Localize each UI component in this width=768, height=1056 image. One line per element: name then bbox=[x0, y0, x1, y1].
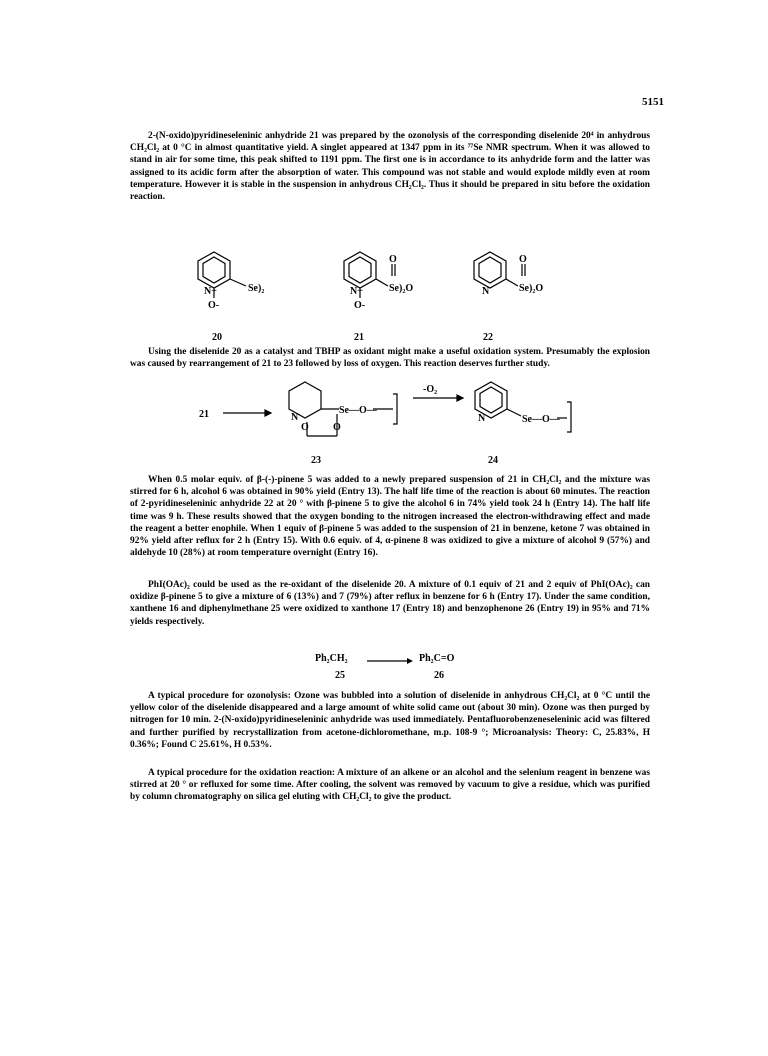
label-n-23: N bbox=[291, 412, 299, 423]
compound-label-25: 25 bbox=[335, 670, 345, 681]
label-n-plus-20: N+ bbox=[204, 286, 217, 297]
oxidation-equation bbox=[315, 653, 475, 685]
paragraph-ozonolysis-procedure: A typical procedure for ozonolysis: Ozone was bubbled into a solution of diselenide in anhydrous CH₂Cl₂ at 0 °C until the yellow color of the diselenide disappeared and a large amount of white solid came out (about 30 min). Ozone was then purged by nitrogen for 10 min. 2-(N-oxido)pyridineseleninic anhydride was used immediately. Pentafluorobenzeneseleninic acid was filtered and further purified by recrystallization from acetone-dichloromethane, m.p. 108-9 °; Microanalysis: Theory: C, 25.83%, H 0.36%; Found C 25.61%, H 0.53%. bbox=[130, 691, 650, 750]
compound-label-20: 20 bbox=[212, 332, 222, 343]
label-o2-23: O bbox=[333, 422, 341, 433]
label-n-plus-21: N+ bbox=[350, 286, 363, 297]
label-n-22: N bbox=[482, 286, 490, 297]
paragraph-pinene: When 0.5 molar equiv. of β-(-)-pinene 5 was added to a newly prepared suspension of 21 in CH₂Cl₂ and the mixture was stirred for 6 h, alcohol 6 was obtained in 90% yield (Entry 13). The half life time of the reaction is about 60 minutes. The reaction of 2-pyridineseleninic anhydride 22 at 20 ° with β-pinene 5 to give the alcohol 6 in 74% yield took 24 h (Entry 14). The half life time was 9 h. These results showed that the oxygen bonding to the nitrogen increased the electron-withdrawing effect and made the reagent a better enophile. When 1 equiv of β-pinene 5 was added to the suspension of 21 in benzene, ketone 7 was obtained in 92% yield after reflux for 2 h (Entry 15). With 0.6 equiv. of 4, α-pinene 8 was oxidized to give a mixture of alcohol 9 (57%) and aldehyde 10 (28%) at room temperature overnight (Entry 16). bbox=[130, 475, 650, 559]
label-o1-23: O bbox=[301, 422, 309, 433]
label-o-22: O bbox=[519, 254, 527, 265]
reactant-21-label: 21 bbox=[199, 409, 209, 420]
label-se-o-24: Se—O— bbox=[522, 414, 560, 425]
compound-label-26: 26 bbox=[434, 670, 444, 681]
equation-reactant: Ph₂CH₂ bbox=[315, 653, 348, 664]
rearrangement-figure bbox=[195, 380, 575, 452]
compound-label-23: 23 bbox=[311, 455, 321, 466]
label-se-22: Se)₂O bbox=[519, 283, 544, 294]
rearrangement-scheme bbox=[195, 380, 575, 452]
label-o-minus-21: O- bbox=[354, 300, 366, 311]
label-o-21: O bbox=[389, 254, 397, 265]
compound-label-21: 21 bbox=[354, 332, 364, 343]
label-n-24: N bbox=[478, 413, 486, 424]
compound-label-22: 22 bbox=[483, 332, 493, 343]
structures-20-21-22 bbox=[190, 250, 590, 325]
paragraph-catalyst: Using the diselenide 20 as a catalyst and TBHP as oxidant might make a useful oxidation system. Presumably the explosion was caused by rearrangement of 21 to 23 followed by loss of oxygen. This reaction deserves further study. bbox=[130, 347, 650, 370]
paragraph-oxidation-procedure: A typical procedure for the oxidation reaction: A mixture of an alkene or an alcohol and the selenium reagent in benzene was stirred at 20 ° or refluxed for some time. After cooling, the solvent was removed by vacuum to give a residue, which was purified by column chromatography on silica gel eluting with CH₂Cl₂ to give the product. bbox=[130, 768, 650, 803]
label-se-21: Se)₂O bbox=[389, 283, 414, 294]
reagent-minus-o2: -O₂ bbox=[423, 384, 438, 395]
page-number: 5151 bbox=[642, 96, 664, 108]
paragraph-reoxidant: PhI(OAc)₂ could be used as the re-oxidant of the diselenide 20. A mixture of 0.1 equiv of 21 and 2 equiv of PhI(OAc)₂ can oxidize β-pinene 5 to give a mixture of 6 (13%) and 7 (79%) after reflux in benzene for 6 h (Entry 17). Under the same condition, xanthene 16 and diphenylmethane 25 were oxidized to xanthone 17 (Entry 18) and benzophenone 26 (Entry 19) in 95% and 71% yields respectively. bbox=[130, 580, 650, 627]
label-se-20: Se)₂ bbox=[248, 283, 265, 294]
equation-arrow bbox=[367, 657, 413, 665]
paragraph-synthesis: 2-(N-oxido)pyridineseleninic anhydride 21 was prepared by the ozonolysis of the corresponding diselenide 20⁴ in anhydrous CH₂Cl₂ at 0 °C in almost quantitative yield. A singlet appeared at 1347 ppm in its ⁷⁷Se NMR spectrum. When it was allowed to stand in air for some time, this peak shifted to 1191 ppm. The first one is in accordance to its anhydride form and the latter was assigned to its acidic form after the absorption of water. This compound was not stable and would explode mildly even at room temperature. However it is stable in the suspension in anhydrous CH₂Cl₂. Thus it should be prepared in situ before the oxidation reaction. bbox=[130, 131, 650, 203]
pyridine-structures-figure bbox=[190, 250, 590, 325]
label-o-minus-20: O- bbox=[208, 300, 220, 311]
compound-label-24: 24 bbox=[488, 455, 498, 466]
label-se-o-23: Se—O— bbox=[339, 405, 377, 416]
equation-product: Ph₂C=O bbox=[419, 653, 455, 664]
